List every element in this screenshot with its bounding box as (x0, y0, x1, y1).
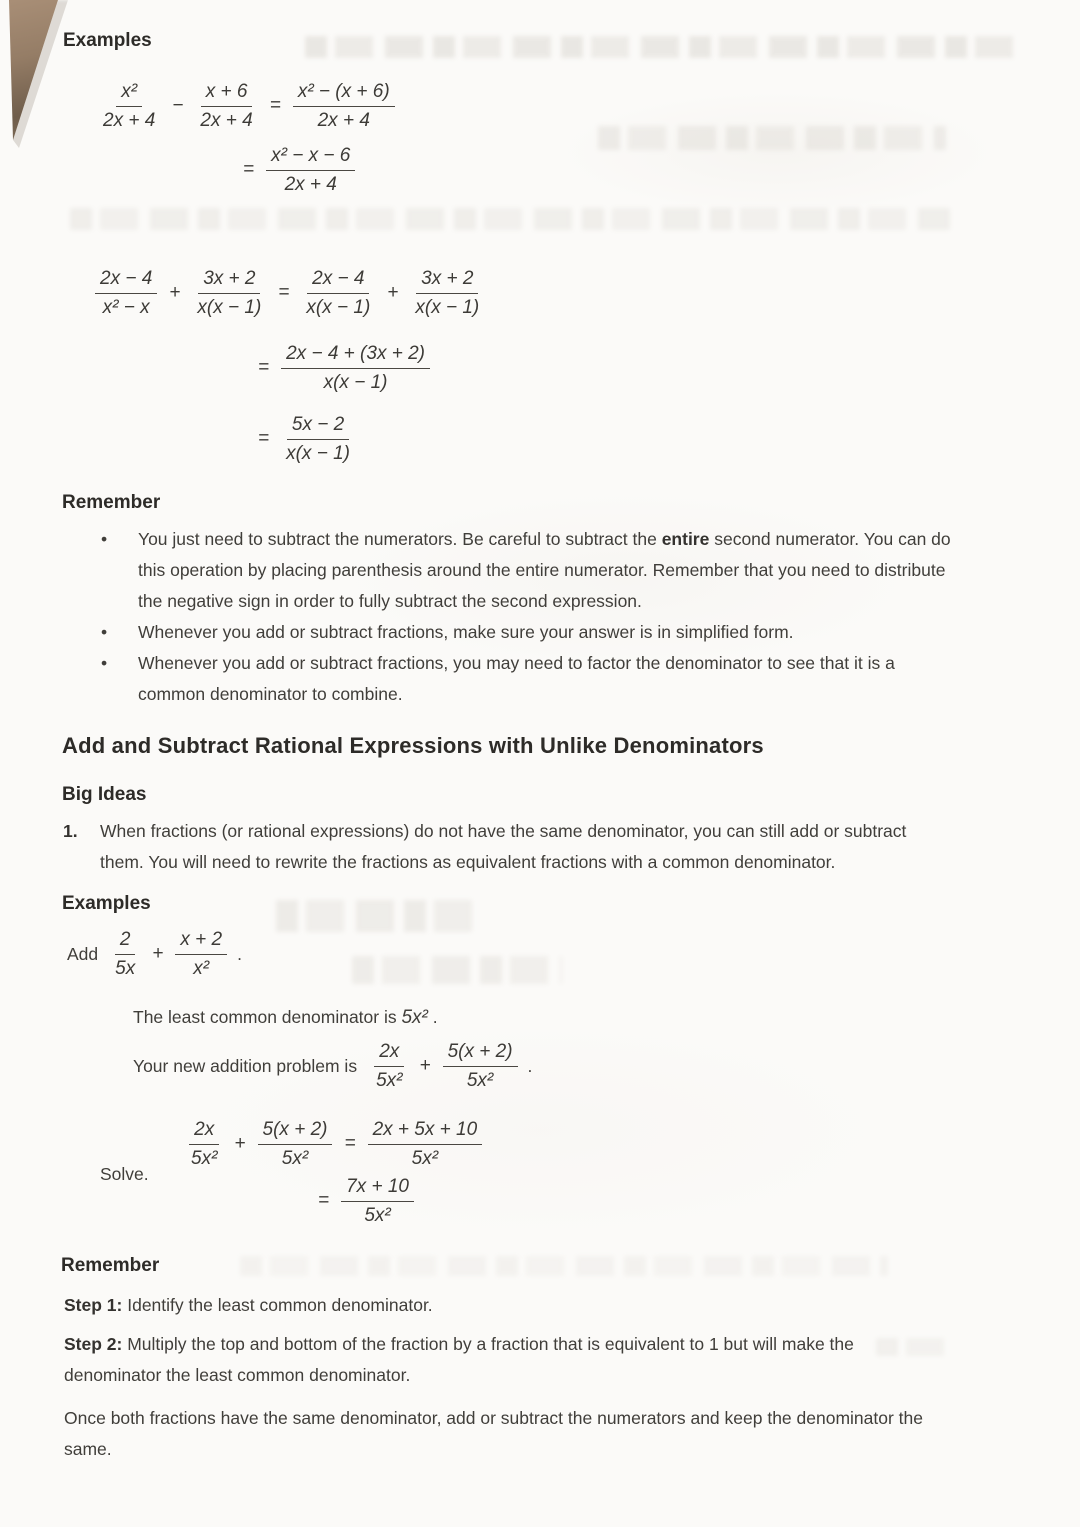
bullet1-pre: You just need to subtract the numerators. Be careful to subtract the (138, 529, 662, 549)
bullet1-bold-word: entire (661, 529, 710, 549)
fraction-numerator: 2x − 4 (307, 267, 369, 294)
bleed-through-text (240, 1256, 888, 1276)
fraction-denominator: 2x + 4 (200, 109, 253, 131)
equation-add-line1 (95, 267, 484, 320)
fraction-denominator: x(x − 1) (415, 296, 480, 318)
fraction-denominator: 5x² (411, 1147, 439, 1169)
list-item (97, 648, 955, 710)
fraction (98, 80, 160, 133)
fraction-denominator: 5x (115, 957, 136, 979)
bleed-through-text (876, 1338, 954, 1356)
step1-text: Identify the least common denominator. (122, 1295, 433, 1315)
equals-sign: = (243, 159, 255, 181)
fraction-numerator: x² − x − 6 (266, 144, 355, 171)
fraction-numerator: 2x + 5x + 10 (368, 1118, 483, 1145)
remember-bullet-list (97, 524, 955, 710)
lcd-sentence (133, 1002, 438, 1033)
equals-sign: = (258, 428, 270, 450)
step1-paragraph (64, 1290, 934, 1321)
fraction-denominator: 5x² (281, 1147, 309, 1169)
fraction-numerator: 5x − 2 (287, 413, 349, 440)
equation-add-line2 (256, 342, 430, 395)
fraction (266, 144, 355, 197)
bleed-through-text (352, 956, 562, 984)
fraction-numerator: x² − (x + 6) (293, 80, 395, 107)
examples-heading-1: Examples (63, 30, 152, 51)
remember-heading-1: Remember (62, 492, 161, 513)
item-text: When fractions (or rational expressions) do not have the same denominator, you can still add or subtract them. You will need to rewrite the fractions as equivalent fractions with a common denominator. (100, 821, 907, 872)
plus-operator: + (169, 282, 181, 304)
bullet-text: Whenever you add or subtract fractions, you may need to factor the denominator to see that it is a common denominator to combine. (138, 653, 895, 704)
fraction (293, 80, 395, 133)
fraction (368, 1118, 483, 1171)
list-item (97, 617, 955, 648)
fraction-denominator: 2x + 4 (284, 173, 337, 195)
bleed-through-text (276, 900, 472, 932)
fraction-numerator: 3x + 2 (198, 267, 260, 294)
fraction-denominator: x(x − 1) (286, 442, 350, 464)
fraction (371, 1040, 407, 1093)
big-ideas-heading: Big Ideas (62, 784, 147, 805)
solve-label: Solve. (100, 1164, 149, 1184)
section-heading: Add and Subtract Rational Expressions with Unlike Denominators (62, 733, 764, 758)
add-label: Add (67, 943, 99, 964)
remember-heading-2: Remember (61, 1255, 160, 1276)
fraction-numerator: 2x (189, 1118, 219, 1145)
step2-text: Multiply the top and bottom of the fraction by a fraction that is equivalent to 1 but will make the denominator the least common denominator. (64, 1334, 854, 1385)
fraction-numerator: 3x + 2 (416, 267, 478, 294)
fraction (195, 80, 257, 133)
fraction-numerator: 7x + 10 (341, 1175, 414, 1202)
plus-operator: + (419, 1055, 431, 1077)
big-ideas-item-1 (63, 816, 943, 878)
solve-equation-line1 (186, 1118, 482, 1171)
fraction-numerator: 5(x + 2) (443, 1040, 518, 1067)
fraction-numerator: x + 6 (201, 80, 253, 107)
fraction-denominator: x² (193, 957, 210, 979)
plus-operator: + (387, 282, 399, 304)
lcd-post: . (427, 1007, 438, 1027)
equals-sign: = (318, 1190, 330, 1212)
fraction-denominator: x(x − 1) (197, 296, 262, 318)
fraction-numerator: x² (116, 80, 142, 107)
bullet1-post: second numerator. You can do this operation by placing parenthesis around the entire numerator. Remember that you need to distribute the negative sign in order to fully subtract the second expression. (138, 529, 951, 611)
fraction-denominator: x(x − 1) (306, 296, 371, 318)
equals-sign: = (269, 95, 281, 117)
list-item (97, 524, 955, 617)
bullet-icon: • (101, 653, 108, 673)
fraction (281, 342, 430, 395)
fraction-denominator: 5x² (466, 1069, 494, 1091)
bullet-text: Whenever you add or subtract fractions, make sure your answer is in simplified form. (138, 622, 794, 642)
fraction-denominator: x² − x (102, 296, 150, 318)
fraction-numerator: 2x − 4 (95, 267, 157, 294)
fraction (175, 928, 227, 981)
fraction (341, 1175, 414, 1228)
equation-subtract-line1 (98, 80, 395, 133)
equals-sign: = (278, 282, 290, 304)
step1-label: Step 1: (64, 1295, 123, 1315)
period: . (527, 1055, 533, 1076)
fraction-numerator: 2x − 4 + (3x + 2) (281, 342, 430, 369)
plus-operator: + (234, 1133, 246, 1155)
add-problem-statement (67, 928, 242, 981)
step2-label: Step 2: (64, 1334, 123, 1354)
fraction (443, 1040, 518, 1093)
fraction-denominator: 5x² (364, 1204, 391, 1226)
equals-sign: = (344, 1133, 356, 1155)
equation-subtract-line2 (241, 144, 355, 197)
bleed-through-text (598, 126, 946, 150)
plus-operator: + (152, 943, 164, 965)
item-number: 1. (63, 821, 78, 841)
fraction (301, 267, 375, 320)
fraction (258, 1118, 333, 1171)
fraction-denominator: 2x + 4 (103, 109, 156, 131)
solve-equation-line2 (316, 1175, 414, 1228)
fraction-numerator: x + 2 (175, 928, 227, 955)
fraction (110, 928, 140, 981)
fraction (95, 267, 157, 320)
equation-add-line3 (256, 413, 355, 466)
fraction (186, 1118, 222, 1171)
new-problem-label: Your new addition problem is (133, 1055, 358, 1076)
lcd-pre: The least common denominator is (133, 1007, 402, 1027)
fraction-numerator: 2 (115, 928, 136, 955)
bleed-through-text (305, 36, 1017, 58)
new-addition-problem (133, 1040, 532, 1093)
fraction (192, 267, 266, 320)
fraction-numerator: 2x (374, 1040, 404, 1067)
fraction-denominator: x(x − 1) (323, 371, 388, 393)
fraction-numerator: 5(x + 2) (258, 1118, 333, 1145)
period: . (237, 943, 242, 964)
lcd-value: 5x² (401, 1007, 428, 1028)
fraction (410, 267, 484, 320)
bullet-text (138, 524, 955, 617)
examples-heading-2: Examples (62, 893, 151, 914)
minus-operator: − (172, 95, 184, 117)
bleed-through-text (70, 208, 950, 230)
fraction-denominator: 5x² (191, 1147, 218, 1169)
bullet-icon: • (101, 622, 108, 642)
bullet-icon: • (101, 529, 108, 549)
fraction (281, 413, 355, 466)
equals-sign: = (258, 357, 270, 379)
closing-paragraph: Once both fractions have the same denominator, add or subtract the numerators and keep the denominator the same. (64, 1408, 923, 1459)
fraction-denominator: 5x² (376, 1069, 403, 1091)
fraction-denominator: 2x + 4 (317, 109, 370, 131)
step2-paragraph (64, 1329, 886, 1391)
